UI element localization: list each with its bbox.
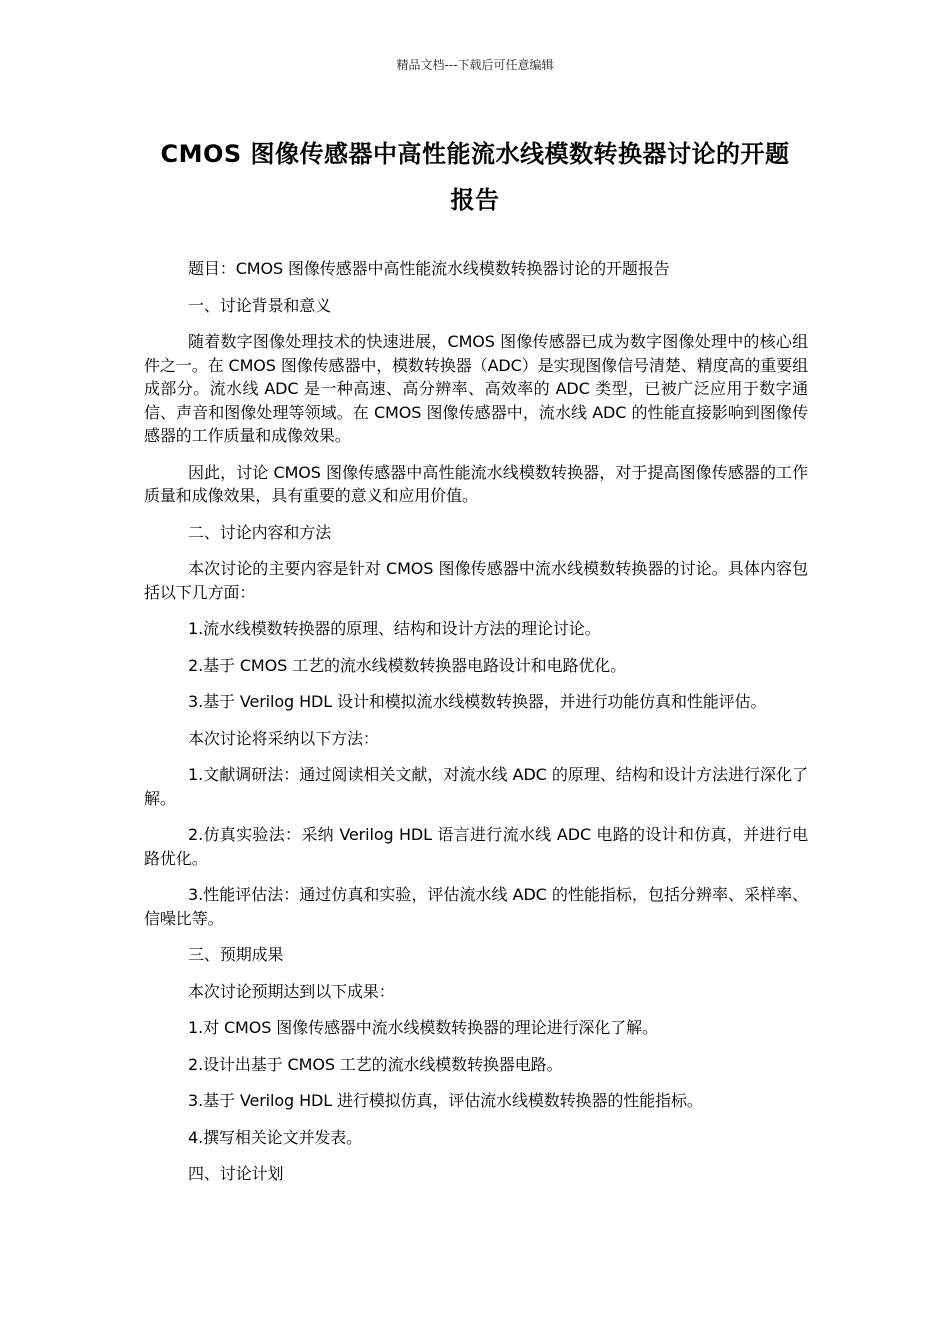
section-heading-plan: 四、讨论计划 [188, 1164, 284, 1183]
section-heading-background: 一、讨论背景和意义 [188, 295, 332, 315]
list-item-outcome-4: 4.撰写相关论文并发表。 [188, 1127, 363, 1147]
document-title [130, 131, 820, 223]
topic-line: 题目：CMOS 图像传感器中高性能流水线模数转换器讨论的开题报告 [188, 259, 670, 278]
paragraph-content-intro: 本次讨论的主要内容是针对 CMOS 图像传感器中流水线模数转换器的讨论。具体内容包括以下几方面： [144, 559, 808, 602]
title-line-1: CMOS 图像传感器中高性能流水线模数转换器讨论的开题 [160, 140, 790, 168]
title-line-2: 报告 [450, 186, 500, 214]
list-item-content-3: 3.基于 Verilog HDL 设计和模拟流水线模数转换器，并进行功能仿真和性能评估。 [188, 692, 767, 711]
list-item-content-2: 2.基于 CMOS 工艺的流水线模数转换器电路设计和电路优化。 [188, 655, 627, 675]
paragraph-significance: 因此，讨论 CMOS 图像传感器中高性能流水线模数转换器，对于提高图像传感器的工作质量和成像效果，具有重要的意义和应用价值。 [144, 462, 808, 505]
list-item-method-2: 2.仿真实验法：采纳 Verilog HDL 语言进行流水线 ADC 电路的设计和仿真，并进行电路优化。 [144, 825, 808, 868]
section-heading-content-methods: 二、讨论内容和方法 [188, 522, 332, 542]
page-header: 精品文档---下载后可任意编辑 [396, 58, 554, 72]
list-item-outcome-2: 2.设计出基于 CMOS 工艺的流水线模数转换器电路。 [188, 1054, 563, 1074]
paragraph-methods-intro: 本次讨论将采纳以下方法： [188, 728, 379, 748]
list-item-content-1: 1.流水线模数转换器的原理、结构和设计方法的理论讨论。 [188, 619, 601, 638]
list-item-outcome-3: 3.基于 Verilog HDL 进行模拟仿真，评估流水线模数转换器的性能指标。 [188, 1091, 703, 1110]
section-heading-outcomes: 三、预期成果 [188, 945, 284, 964]
list-item-method-1: 1.文献调研法：通过阅读相关文献，对流水线 ADC 的原理、结构和设计方法进行深化了解。 [144, 765, 808, 808]
list-item-method-3: 3.性能评估法：通过仿真和实验，评估流水线 ADC 的性能指标，包括分辨率、采样率、信噪比等。 [144, 885, 808, 928]
list-item-outcome-1: 1.对 CMOS 图像传感器中流水线模数转换器的理论进行深化了解。 [188, 1018, 658, 1037]
paragraph-background: 随着数字图像处理技术的快速进展，CMOS 图像传感器已成为数字图像处理中的核心组件之一。在 CMOS 图像传感器中，模数转换器（ADC）是实现图像信号清楚、精度高的重要组成部分。流水线 ADC 是一种高速、高分辨率、高效率的 ADC 类型，已被广泛应用于数字通信、声音和图像处理等领域。在 CMOS 图像传感器中，流水线 ADC 的性能直接影响到图像传感器的工作质量和成像效果。 [144, 332, 808, 445]
paragraph-outcomes-intro: 本次讨论预期达到以下成果： [188, 981, 395, 1001]
document-body [144, 257, 808, 1199]
